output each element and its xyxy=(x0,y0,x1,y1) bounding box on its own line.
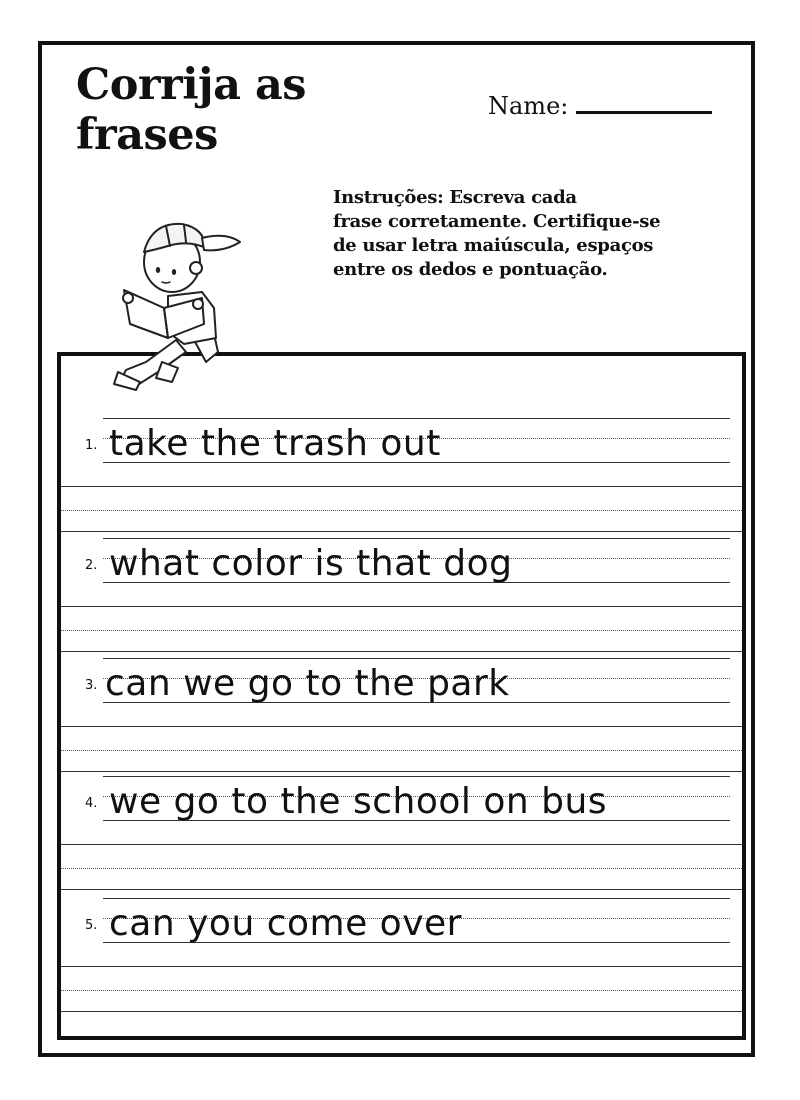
instructions-line: Instruções: Escreva cada xyxy=(333,187,577,208)
sentence-row-2 xyxy=(61,538,742,658)
sentence-text: can you come over xyxy=(109,903,462,944)
sentence-row-3 xyxy=(61,658,742,778)
name-label: Name: xyxy=(488,92,569,120)
name-blank-line xyxy=(576,111,712,114)
worksheet-title: Corrija as frases xyxy=(76,60,307,160)
sentence-text: what color is that dog xyxy=(109,543,513,584)
instructions xyxy=(333,186,723,282)
name-field xyxy=(488,92,712,120)
sentence-row-4 xyxy=(61,776,742,896)
sentence-text: we go to the school on bus xyxy=(109,781,608,822)
instructions-line: de usar letra maiúscula, espaços xyxy=(333,235,654,256)
sentence-number: 2. xyxy=(85,558,98,573)
writing-area xyxy=(57,352,746,1040)
sentence-row-5 xyxy=(61,898,742,1018)
sentence-number: 4. xyxy=(85,796,98,811)
boy-reading-book-icon xyxy=(106,212,246,392)
sentence-row-1 xyxy=(61,418,742,538)
sentence-text: take the trash out xyxy=(109,423,441,464)
instructions-line: entre os dedos e pontuação. xyxy=(333,259,608,280)
sentence-text: can we go to the park xyxy=(105,663,510,704)
instructions-line: frase corretamente. Certifique-se xyxy=(333,211,661,232)
sentence-number: 3. xyxy=(85,678,98,693)
sentence-number: 5. xyxy=(85,918,98,933)
sentence-number: 1. xyxy=(85,438,98,453)
